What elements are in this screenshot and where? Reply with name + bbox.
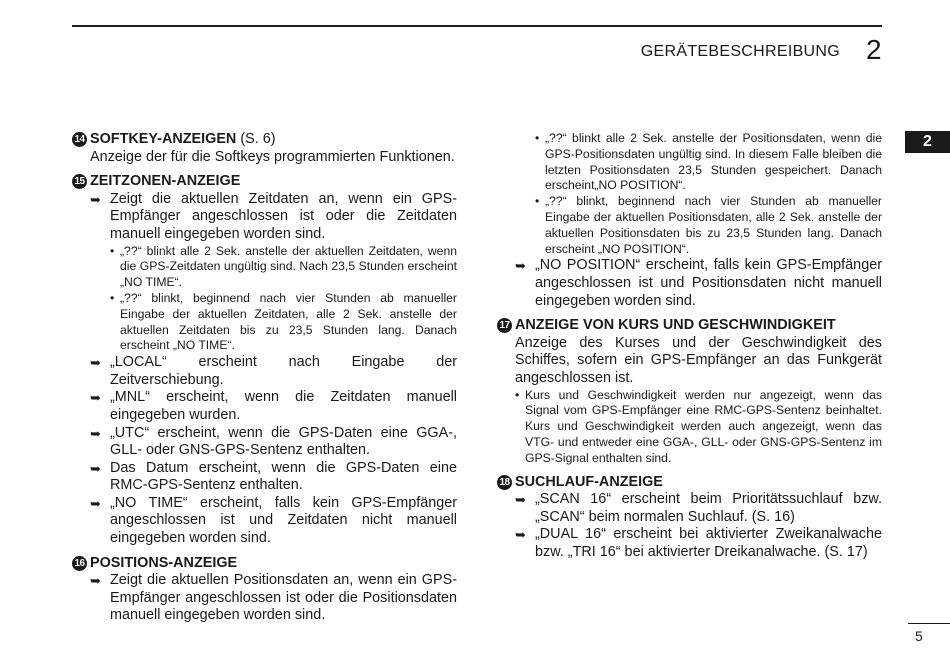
arrow-icon: ➥ xyxy=(90,495,101,511)
chapter-title: GERÄTEBESCHREIBUNG xyxy=(640,43,840,60)
list-item xyxy=(72,354,457,389)
section-title: ANZEIGE VON KURS UND GESCHWINDIGKEIT xyxy=(515,317,836,334)
section-kurs-geschwindigkeit xyxy=(497,317,882,466)
section-number-badge: 18 xyxy=(497,475,512,490)
arrow-icon: ➥ xyxy=(515,492,526,508)
right-column xyxy=(497,131,882,568)
list-item xyxy=(72,495,457,548)
page-reference: (S. 6) xyxy=(236,131,276,147)
list-item-text: „LOCAL“ erscheint nach Eingabe der Zeitverschiebung. xyxy=(110,354,457,388)
arrow-icon: ➥ xyxy=(90,425,101,441)
list-item xyxy=(497,526,882,561)
list-item xyxy=(72,460,457,495)
section-positions-anzeige-continued xyxy=(497,131,882,310)
section-heading xyxy=(72,131,457,149)
note-text: „??“ blinkt, beginnend nach vier Stunden ab manueller Eingabe der aktuellen Zeitdaten, alle 2 Sek. anstelle der aktuellen Zeitdaten bis zu 23,5 Stunden lang. Danach erscheint „NO TIME“. xyxy=(120,290,457,353)
section-suchlauf-anzeige xyxy=(497,474,882,562)
section-heading xyxy=(497,317,882,335)
chapter-side-tab: 2 xyxy=(905,131,950,153)
header-rule xyxy=(72,25,882,27)
note-text: „??“ blinkt alle 2 Sek. anstelle der Positionsdaten, wenn die GPS-Positionsdaten ungültig sind. In diesem Falle bleiben die letzten Positionsdaten 23,5 Stunden gespeichert. Danach erscheint„NO POSITION“. xyxy=(545,131,882,193)
arrow-icon: ➥ xyxy=(90,573,101,589)
list-item-text: „SCAN 16“ erscheint beim Prioritätssuchlauf bzw. „SCAN“ beim normalen Suchlauf. (S. 16) xyxy=(535,491,882,525)
list-item xyxy=(72,389,457,424)
note-bullet xyxy=(72,244,457,291)
section-number-badge: 15 xyxy=(72,174,87,189)
list-item-text: „UTC“ erscheint, wenn die GPS-Daten eine GGA-, GLL- oder GNS-GPS-Sentenz enthalten. xyxy=(110,424,457,459)
note-text: Kurs und Geschwindigkeit werden nur angezeigt, wenn das Signal vom GPS-Empfänger eine RMC-GPS-Sentenz beinhaltet. Kurs und Geschwindigkeit werden auch angezeigt, wenn das VTG- und entweder eine GGA-, GLL- oder GNS-GPS-Sentenz im GPS-Signal enthalten sind. xyxy=(525,387,882,465)
section-description: Anzeige des Kurses und der Geschwindigkeit des Schiffes, sofern ein GPS-Empfänger an das Funkgerät angeschlossen ist. xyxy=(515,334,882,386)
section-number-badge: 16 xyxy=(72,556,87,571)
list-item xyxy=(72,425,457,460)
footer-rule xyxy=(908,623,950,624)
section-description: Anzeige der für die Softkeys programmierten Funktionen. xyxy=(90,148,455,165)
section-zeitzonen-anzeige xyxy=(72,173,457,547)
chapter-number: 2 xyxy=(866,34,882,65)
page-number: 5 xyxy=(915,628,923,644)
section-title: SOFTKEY-ANZEIGEN xyxy=(90,131,237,147)
note-bullet xyxy=(497,194,882,257)
arrow-icon: ➥ xyxy=(90,191,101,207)
section-positions-anzeige xyxy=(72,555,457,625)
section-title: POSITIONS-ANZEIGE xyxy=(90,554,238,571)
section-title: SUCHLAUF-ANZEIGE xyxy=(515,473,663,490)
list-item xyxy=(72,191,457,244)
arrow-icon: ➥ xyxy=(515,258,526,274)
list-item-text: Zeigt die aktuellen Zeitdaten an, wenn ein GPS-Empfänger angeschlossen ist oder die Zeitdaten manuell eingegeben worden sind. xyxy=(110,190,457,242)
section-number-badge: 17 xyxy=(497,318,512,333)
arrow-icon: ➥ xyxy=(90,460,101,476)
note-bullet xyxy=(497,131,882,194)
list-item xyxy=(72,572,457,625)
list-item xyxy=(497,491,882,526)
section-heading xyxy=(497,474,882,492)
section-number-badge: 14 xyxy=(72,132,87,147)
bullet-icon: • xyxy=(110,290,115,305)
list-item-text: „DUAL 16“ erscheint bei aktivierter Zweikanalwache bzw. „TRI 16“ bei aktivierter Dreikanalwache. (S. 17) xyxy=(535,526,882,560)
section-softkey-anzeigen xyxy=(72,131,457,166)
left-column xyxy=(72,131,457,632)
bullet-icon: • xyxy=(535,194,540,209)
bullet-icon: • xyxy=(535,131,540,145)
list-item-text: „MNL“ erscheint, wenn die Zeitdaten manuell eingegeben wurden. xyxy=(110,389,457,423)
note-bullet xyxy=(72,291,457,354)
arrow-icon: ➥ xyxy=(90,355,101,371)
note-text: „??“ blinkt, beginnend nach vier Stunden ab manueller Eingabe der aktuellen Positionsdaten, alle 2 Sek. anstelle der aktuellen Positionsdaten bis zu 23,5 Stunden lang. Danach erscheint „NO POSITION“. xyxy=(545,194,882,256)
list-item-text: „NO TIME“ erscheint, falls kein GPS-Empfänger angeschlossen ist und Zeitdaten nicht manuell eingegeben worden sind. xyxy=(110,494,457,547)
bullet-icon: • xyxy=(110,243,115,258)
list-item-text: Das Datum erscheint, wenn die GPS-Daten eine RMC-GPS-Sentenz enthalten. xyxy=(110,459,457,494)
section-title: ZEITZONEN-ANZEIGE xyxy=(90,173,241,190)
section-heading xyxy=(72,555,457,573)
arrow-icon: ➥ xyxy=(515,527,526,543)
note-bullet xyxy=(497,388,882,467)
list-item-text: „NO POSITION“ erscheint, falls kein GPS-Empfänger angeschlossen ist und Positionsdaten nicht manuell eingegeben worden sind. xyxy=(535,257,882,309)
list-item xyxy=(497,257,882,310)
section-heading xyxy=(72,173,457,191)
bullet-icon: • xyxy=(515,387,520,402)
list-item-text: Zeigt die aktuellen Positionsdaten an, wenn ein GPS-Empfänger angeschlossen ist oder die Positionsdaten manuell eingegeben worden sind. xyxy=(110,572,457,624)
note-text: „??“ blinkt alle 2 Sek. anstelle der aktuellen Zeitdaten, wenn die GPS-Zeitdaten ungültig sind. Nach 23,5 Stunden erscheint „NO TIME“. xyxy=(120,243,457,290)
arrow-icon: ➥ xyxy=(90,390,101,406)
